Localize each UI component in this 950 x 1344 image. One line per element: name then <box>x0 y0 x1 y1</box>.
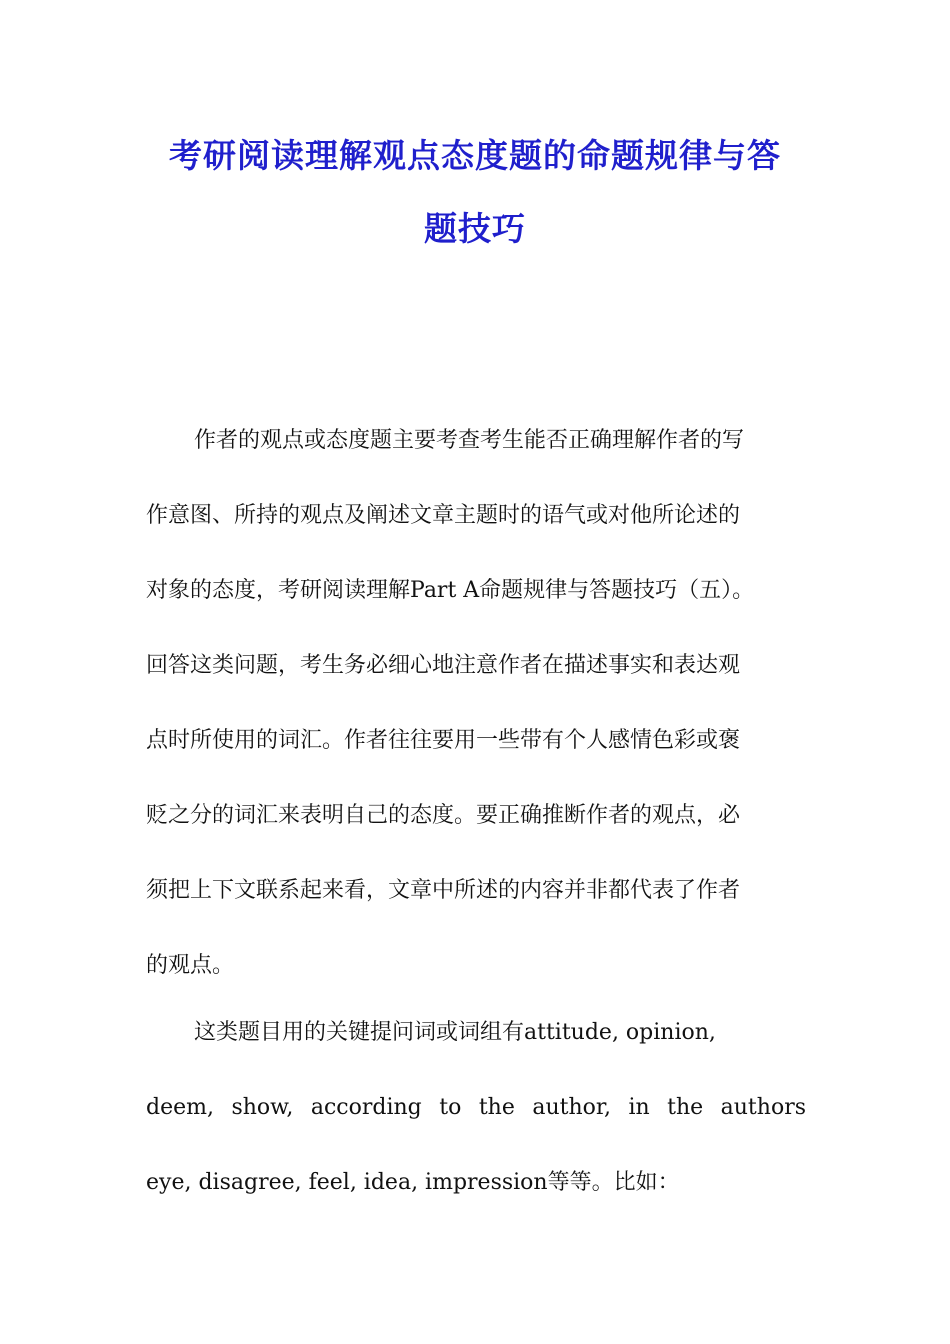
paragraph-line: 这类题目用的关键提问词或词组有attitude, opinion, <box>194 1020 716 1045</box>
paragraph-line: 作意图、所持的观点及阐述文章主题时的语气或对他所论述的 <box>146 503 741 528</box>
paragraph-line: 的观点。 <box>146 953 235 978</box>
paragraph-line: deem, show, according to the author, in the authors <box>146 1095 806 1120</box>
document-title-line-1: 考研阅读理解观点态度题的命题规律与答 <box>169 136 781 175</box>
paragraph-line: 作者的观点或态度题主要考查考生能否正确理解作者的写 <box>194 428 745 453</box>
paragraph-line: 回答这类问题，考生务必细心地注意作者在描述事实和表达观 <box>146 653 741 678</box>
paragraph-line: 对象的态度，考研阅读理解Part A命题规律与答题技巧（五）。 <box>146 578 755 603</box>
paragraph-line: eye, disagree, feel, idea, impression等等。比如： <box>146 1170 680 1195</box>
paragraph-1 <box>146 403 806 1003</box>
document-title-line-2: 题技巧 <box>424 209 526 248</box>
paragraph-line: 须把上下文联系起来看，文章中所述的内容并非都代表了作者 <box>146 878 741 903</box>
paragraph-line: 点时所使用的词汇。作者往往要用一些带有个人感情色彩或褒 <box>146 728 741 753</box>
paragraph-line: 贬之分的词汇来表明自己的态度。要正确推断作者的观点，必 <box>146 803 741 828</box>
paragraph-2 <box>146 995 806 1220</box>
